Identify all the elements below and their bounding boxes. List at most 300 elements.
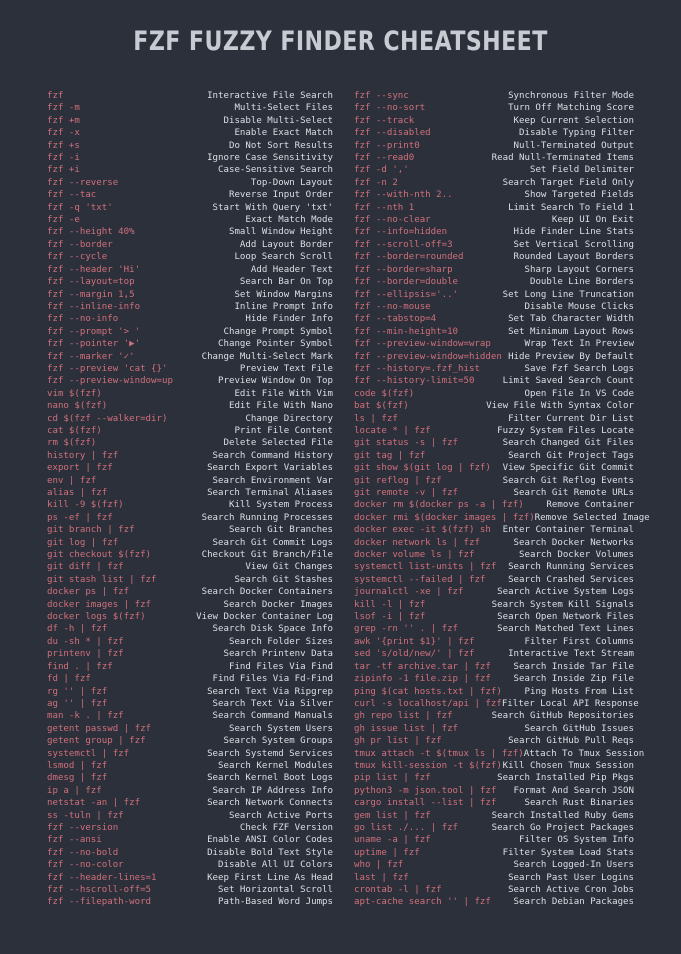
cheatsheet-row: [47, 152, 333, 164]
command-text: fzf -m: [47, 103, 80, 114]
cheatsheet-row: [354, 375, 634, 387]
description-text: Keep Current Selection: [513, 115, 634, 126]
description-text: Disable Typing Filter: [519, 128, 634, 139]
command-text: fzf --history-limit=50: [354, 376, 475, 387]
command-text: history | fzf: [47, 450, 119, 461]
description-text: Search Debian Packages: [513, 897, 634, 908]
cheatsheet-row: [354, 859, 634, 871]
description-text: Search Command Manuals: [212, 711, 333, 722]
cheatsheet-row: [354, 289, 634, 301]
cheatsheet-row: [47, 748, 333, 760]
description-text: Filter Local API Response: [501, 698, 639, 709]
description-text: Check FZF Version: [239, 822, 333, 833]
cheatsheet-row: [354, 152, 634, 164]
description-text: Change Directory: [245, 413, 333, 424]
cheatsheet-row: [47, 326, 333, 338]
command-text: rg '' | fzf: [47, 686, 108, 697]
cheatsheet-row: [47, 437, 333, 449]
description-text: Format And Search JSON: [513, 785, 634, 796]
command-text: gh issue list | fzf: [354, 723, 459, 734]
command-text: find . | fzf: [47, 661, 113, 672]
description-text: Set Window Margins: [234, 289, 333, 300]
cheatsheet-row: [47, 239, 333, 251]
cheatsheet-row: [354, 251, 634, 263]
cheatsheet-row: [47, 772, 333, 784]
cheatsheet-row: [47, 648, 333, 660]
command-text: ps -ef | fzf: [47, 512, 113, 523]
cheatsheet-row: [354, 512, 650, 524]
command-text: fzf --cycle: [47, 252, 108, 263]
command-text: printenv | fzf: [47, 649, 124, 660]
cheatsheet-row: [354, 437, 634, 449]
left-column: [47, 90, 333, 909]
command-text: fzf -i: [47, 153, 80, 164]
command-text: docker rmi $(docker images | fzf): [354, 512, 535, 523]
cheatsheet-row: [354, 487, 634, 499]
command-text: getent passwd | fzf: [47, 723, 152, 734]
command-text: ip a | fzf: [47, 785, 102, 796]
command-text: curl -s localhost/api | fzf: [354, 698, 502, 709]
command-text: fzf --inline-info: [47, 301, 141, 312]
command-text: ls | fzf: [354, 413, 398, 424]
command-text: fzf --no-color: [47, 860, 124, 871]
description-text: Search Git Stashes: [234, 574, 333, 585]
cheatsheet-row: [47, 872, 333, 884]
description-text: Search Running Processes: [201, 512, 333, 523]
description-text: Checkout Git Branch/File: [201, 550, 333, 561]
cheatsheet-row: [47, 859, 333, 871]
cheatsheet-row: [354, 623, 634, 635]
command-text: gem list | fzf: [354, 810, 431, 821]
description-text: Search Rust Binaries: [524, 798, 634, 809]
command-text: git show $(git log | fzf): [354, 463, 491, 474]
command-text: go list ./... | fzf: [354, 822, 459, 833]
cheatsheet-row: [47, 140, 333, 152]
description-text: Turn Off Matching Score: [508, 103, 634, 114]
cheatsheet-row: [354, 710, 634, 722]
command-text: ag '' | fzf: [47, 698, 108, 709]
description-text: Keep UI On Exit: [551, 215, 634, 226]
cheatsheet-row: [354, 338, 634, 350]
command-text: fzf --ellipsis='..': [354, 289, 459, 300]
description-text: Search System Users: [228, 723, 333, 734]
command-text: fzf --header 'Hi': [47, 264, 141, 275]
cheatsheet-row: [354, 264, 634, 276]
description-text: Search Network Connects: [207, 798, 333, 809]
command-text: fzf --sync: [354, 91, 409, 101]
description-text: Enable ANSI Color Codes: [207, 835, 333, 846]
command-text: cargo install --list | fzf: [354, 798, 497, 809]
command-text: tmux kill-session -t $(fzf): [354, 760, 502, 771]
command-text: docker network ls | fzf: [354, 537, 480, 548]
command-text: fzf --ansi: [47, 835, 102, 846]
cheatsheet-row: [354, 611, 634, 623]
cheatsheet-row: [47, 425, 333, 437]
cheatsheet-row: [47, 623, 333, 635]
description-text: Search Folder Sizes: [228, 636, 333, 647]
description-text: Search Systemd Services: [207, 748, 333, 759]
description-text: Search Installed Pip Pkgs: [497, 773, 634, 784]
cheatsheet-row: [47, 586, 333, 598]
command-text: getent group | fzf: [47, 736, 146, 747]
command-text: fzf --reverse: [47, 177, 119, 188]
description-text: Synchronous Filter Mode: [508, 91, 634, 101]
cheatsheet-row: [354, 177, 634, 189]
description-text: Read Null-Terminated Items: [491, 153, 634, 164]
description-text: Interactive File Search: [207, 91, 333, 101]
cheatsheet-row: [354, 313, 634, 325]
cheatsheet-row: [47, 810, 333, 822]
command-text: docker ps | fzf: [47, 587, 130, 598]
description-text: Enable Exact Match: [234, 128, 333, 139]
command-text: fzf --no-info: [47, 314, 119, 325]
cheatsheet-row: [354, 735, 634, 747]
description-text: Change Prompt Symbol: [223, 326, 333, 337]
command-text: fzf --border=double: [354, 277, 459, 288]
command-text: systemctl list-units | fzf: [354, 562, 497, 573]
command-text: ss -tuln | fzf: [47, 810, 124, 821]
command-text: journalctl -xe | fzf: [354, 587, 464, 598]
cheatsheet-row: [47, 313, 333, 325]
command-text: fzf -n 2: [354, 177, 398, 188]
description-text: Loop Search Scroll: [234, 252, 333, 263]
description-text: Show Targeted Fields: [524, 190, 634, 201]
cheatsheet-row: [47, 289, 333, 301]
description-text: Search Printenv Data: [223, 649, 333, 660]
description-text: Kill Chosen Tmux Session: [502, 760, 634, 771]
cheatsheet-row: [47, 673, 333, 685]
command-text: fzf --scroll-off=3: [354, 239, 453, 250]
cheatsheet-row: [47, 834, 333, 846]
description-text: Open File In VS Code: [524, 388, 634, 399]
cheatsheet-row: [47, 90, 333, 102]
command-text: fzf --read0: [354, 153, 415, 164]
description-text: Case-Sensitive Search: [218, 165, 333, 176]
description-text: Change Multi-Select Mark: [201, 351, 333, 362]
description-text: Disable Multi-Select: [223, 115, 333, 126]
command-text: git diff | fzf: [47, 562, 124, 573]
command-text: git branch | fzf: [47, 525, 135, 536]
command-text: fzf -d ',': [354, 165, 409, 176]
cheatsheet-row: [47, 375, 333, 387]
cheatsheet-row: [354, 661, 634, 673]
description-text: Search Inside Tar File: [513, 661, 634, 672]
command-text: fzf --margin 1,5: [47, 289, 135, 300]
description-text: Hide Preview By Default: [508, 351, 634, 362]
command-text: fzf --border=sharp: [354, 264, 453, 275]
cheatsheet-row: [47, 661, 333, 673]
command-text: fzf --border: [47, 239, 113, 250]
cheatsheet-row: [47, 797, 333, 809]
cheatsheet-row: [47, 202, 333, 214]
command-text: fzf --with-nth 2..: [354, 190, 453, 201]
description-text: Search Active Ports: [228, 810, 333, 821]
command-text: fzf --header-lines=1: [47, 872, 157, 883]
cheatsheet-row: [47, 164, 333, 176]
cheatsheet-row: [354, 326, 634, 338]
description-text: Attach To Tmux Session: [523, 748, 645, 759]
cheatsheet-row: [47, 251, 333, 263]
cheatsheet-row: [47, 760, 333, 772]
command-text: git checkout $(fzf): [47, 550, 152, 561]
description-text: Search Git Commit Logs: [212, 537, 333, 548]
command-text: netstat -an | fzf: [47, 798, 141, 809]
description-text: Search GitHub Repositories: [491, 711, 634, 722]
description-text: Preview Text File: [239, 363, 333, 374]
command-text: man -k . | fzf: [47, 711, 124, 722]
cheatsheet-row: [47, 499, 333, 511]
description-text: Edit File With Vim: [234, 388, 333, 399]
cheatsheet-row: [354, 896, 634, 908]
command-text: fzf -e: [47, 215, 80, 226]
description-text: Search Git Project Tags: [508, 450, 634, 461]
description-text: Search System Groups: [223, 736, 333, 747]
cheatsheet-row: [354, 301, 634, 313]
cheatsheet-row: [47, 363, 333, 375]
cheatsheet-row: [354, 226, 634, 238]
command-text: fzf --track: [354, 115, 415, 126]
command-text: last | fzf: [354, 872, 409, 883]
cheatsheet-row: [354, 599, 634, 611]
description-text: View Git Changes: [245, 562, 333, 573]
command-text: sed 's/old/new/' | fzf: [354, 649, 475, 660]
cheatsheet-row: [47, 102, 333, 114]
command-text: tar -tf archive.tar | fzf: [354, 661, 491, 672]
cheatsheet-row: [47, 226, 333, 238]
description-text: Search Installed Ruby Gems: [491, 810, 634, 821]
command-text: alias | fzf: [47, 488, 108, 498]
cheatsheet-row: [47, 686, 333, 698]
command-text: fzf --version: [47, 822, 119, 833]
command-text: docker images | fzf: [47, 599, 152, 610]
description-text: Search System Kill Signals: [491, 599, 634, 610]
description-text: Search Docker Networks: [513, 537, 634, 548]
description-text: Preview Window On Top: [218, 376, 333, 387]
cheatsheet-row: [354, 351, 634, 363]
description-text: Search Text Via Ripgrep: [207, 686, 333, 697]
cheatsheet-row: [47, 177, 333, 189]
description-text: Filter First Columns: [524, 636, 634, 647]
command-text: dmesg | fzf: [47, 773, 108, 784]
description-text: Set Long Line Truncation: [502, 289, 634, 300]
description-text: Search Crashed Services: [508, 574, 634, 585]
description-text: Search Docker Images: [223, 599, 333, 610]
cheatsheet-row: [354, 425, 634, 437]
description-text: Edit File With Nano: [228, 401, 333, 412]
description-text: Search Logged-In Users: [513, 860, 634, 871]
description-text: Path-Based Word Jumps: [218, 897, 333, 908]
description-text: Save Fzf Search Logs: [524, 363, 634, 374]
description-text: Keep First Line As Head: [207, 872, 333, 883]
command-text: fzf +s: [47, 140, 80, 151]
description-text: Search Text Via Silver: [212, 698, 333, 709]
command-text: docker volume ls | fzf: [354, 550, 475, 561]
cheatsheet-row: [354, 164, 634, 176]
command-text: fzf --marker '✓': [47, 351, 135, 362]
cheatsheet-row: [47, 549, 333, 561]
description-text: Set Tab Character Width: [508, 314, 634, 325]
description-text: Multi-Select Files: [234, 103, 333, 114]
description-text: Rounded Layout Borders: [513, 252, 634, 263]
cheatsheet-row: [354, 102, 634, 114]
description-text: Search IP Address Info: [212, 785, 333, 796]
description-text: Search Docker Containers: [201, 587, 333, 598]
description-text: View Docker Container Log: [196, 612, 333, 623]
command-text: vim $(fzf): [47, 388, 102, 399]
description-text: Hide Finder Line Stats: [513, 227, 634, 238]
cheatsheet-row: [47, 450, 333, 462]
command-text: gh repo list | fzf: [354, 711, 453, 722]
description-text: Search Environment Var: [212, 475, 333, 486]
cheatsheet-row: [47, 214, 333, 226]
cheatsheet-row: [354, 462, 634, 474]
command-text: git log | fzf: [47, 537, 119, 548]
description-text: Set Field Delimiter: [529, 165, 634, 176]
cheatsheet-row: [354, 847, 634, 859]
cheatsheet-row: [47, 115, 333, 127]
description-text: Print File Content: [234, 425, 333, 436]
cheatsheet-row: [47, 636, 333, 648]
cheatsheet-row: [47, 524, 333, 536]
command-text: fzf --nth 1: [354, 202, 415, 213]
cheatsheet-row: [47, 487, 333, 499]
command-text: git reflog | fzf: [354, 475, 442, 486]
cheatsheet-row: [354, 475, 634, 487]
cheatsheet-row: [47, 723, 333, 735]
description-text: Start With Query 'txt': [212, 202, 333, 213]
command-text: apt-cache search '' | fzf: [354, 897, 491, 908]
cheatsheet-row: [47, 264, 333, 276]
command-text: du -sh * | fzf: [47, 636, 124, 647]
cheatsheet-row: [354, 388, 634, 400]
cheatsheet-row: [47, 735, 333, 747]
command-text: env | fzf: [47, 475, 97, 486]
command-text: locate * | fzf: [354, 425, 431, 436]
command-text: fzf --history=.fzf_hist: [354, 363, 480, 374]
page-title: FZF FUZZY FINDER CHEATSHEET: [133, 26, 548, 57]
description-text: Search Kernel Boot Logs: [207, 773, 333, 784]
cheatsheet-row: [354, 723, 634, 735]
cheatsheet-row: [354, 760, 634, 772]
cheatsheet-row: [47, 599, 333, 611]
command-text: fzf -q 'txt': [47, 202, 113, 213]
description-text: Limit Search To Field 1: [508, 202, 634, 213]
cheatsheet-row: [47, 351, 333, 363]
cheatsheet-row: [354, 115, 634, 127]
command-text: docker rm $(docker ps -a | fzf): [354, 500, 524, 511]
cheatsheet-row: [354, 189, 634, 201]
command-text: git remote -v | fzf: [354, 488, 459, 498]
command-text: fzf --preview-window=up: [47, 376, 173, 387]
command-text: rm $(fzf): [47, 438, 97, 449]
description-text: Search Active System Logs: [497, 587, 634, 598]
description-text: Set Vertical Scrolling: [513, 239, 634, 250]
cheatsheet-row: [354, 797, 634, 809]
cheatsheet-row: [354, 834, 634, 846]
command-text: fzf --no-mouse: [354, 301, 431, 312]
description-text: Kill System Process: [228, 500, 333, 511]
description-text: Search Go Project Packages: [491, 822, 634, 833]
cheatsheet-row: [354, 872, 634, 884]
cheatsheet-row: [47, 611, 333, 623]
cheatsheet-row: [354, 450, 634, 462]
command-text: cat $(fzf): [47, 425, 102, 436]
description-text: Disable All UI Colors: [218, 860, 333, 871]
cheatsheet-row: [47, 896, 333, 908]
description-text: Double Line Borders: [529, 277, 634, 288]
cheatsheet-row: [47, 462, 333, 474]
description-text: Search Git Remote URLs: [513, 488, 634, 498]
command-text: git tag | fzf: [354, 450, 426, 461]
command-text: fzf --filepath-word: [47, 897, 152, 908]
command-text: fzf --preview-window=wrap: [354, 339, 491, 350]
description-text: Search Disk Space Info: [212, 624, 333, 635]
description-text: Disable Mouse Clicks: [524, 301, 634, 312]
command-text: awk '{print $1}' | fzf: [354, 636, 475, 647]
command-text: docker logs $(fzf): [47, 612, 146, 623]
description-text: Search Bar On Top: [239, 277, 333, 288]
description-text: Add Header Text: [250, 264, 333, 275]
command-text: lsof -i | fzf: [354, 612, 426, 623]
cheatsheet-row: [354, 648, 634, 660]
cheatsheet-row: [354, 772, 634, 784]
cheatsheet-row: [47, 822, 333, 834]
cheatsheet-row: [354, 214, 634, 226]
description-text: Sharp Layout Corners: [524, 264, 634, 275]
cheatsheet-row: [354, 561, 634, 573]
command-text: pip list | fzf: [354, 773, 431, 784]
description-text: Search GitHub Issues: [524, 723, 634, 734]
cheatsheet-row: [354, 400, 634, 412]
description-text: Search Past User Logins: [508, 872, 634, 883]
command-text: fzf --tabstop=4: [354, 314, 437, 325]
description-text: View File With Syntax Color: [486, 401, 634, 412]
description-text: Ignore Case Sensitivity: [207, 153, 333, 164]
cheatsheet-row: [47, 400, 333, 412]
command-text: git status -s | fzf: [354, 438, 459, 449]
command-text: fzf --tac: [47, 190, 97, 201]
cheatsheet-row: [354, 524, 634, 536]
description-text: Null-Terminated Output: [513, 140, 634, 151]
command-text: systemctl --failed | fzf: [354, 574, 486, 585]
description-text: View Specific Git Commit: [502, 463, 634, 474]
command-text: code $(fzf): [354, 388, 415, 399]
description-text: Enter Container Terminal: [502, 525, 634, 536]
command-text: fzf --no-clear: [354, 215, 431, 226]
description-text: Filter Current Dir List: [508, 413, 634, 424]
command-text: fzf: [47, 91, 64, 101]
command-text: python3 -m json.tool | fzf: [354, 785, 497, 796]
description-text: Hide Finder Info: [245, 314, 333, 325]
command-text: fzf --no-sort: [354, 103, 426, 114]
cheatsheet-row: [354, 90, 634, 102]
description-text: Disable Bold Text Style: [207, 847, 333, 858]
command-text: export | fzf: [47, 463, 113, 474]
cheatsheet-row: [354, 140, 634, 152]
command-text: nano $(fzf): [47, 401, 108, 412]
cheatsheet-row: [47, 301, 333, 313]
description-text: Search GitHub Pull Reqs: [508, 736, 634, 747]
cheatsheet-row: [47, 475, 333, 487]
command-text: crontab -l | fzf: [354, 885, 442, 895]
description-text: Do Not Sort Results: [228, 140, 333, 151]
command-text: fzf --min-height=10: [354, 326, 459, 337]
description-text: Ping Hosts From List: [524, 686, 634, 697]
cheatsheet-row: [354, 748, 645, 760]
cheatsheet-row: [47, 413, 333, 425]
description-text: Search Git Branches: [228, 525, 333, 536]
command-text: uptime | fzf: [354, 847, 420, 858]
